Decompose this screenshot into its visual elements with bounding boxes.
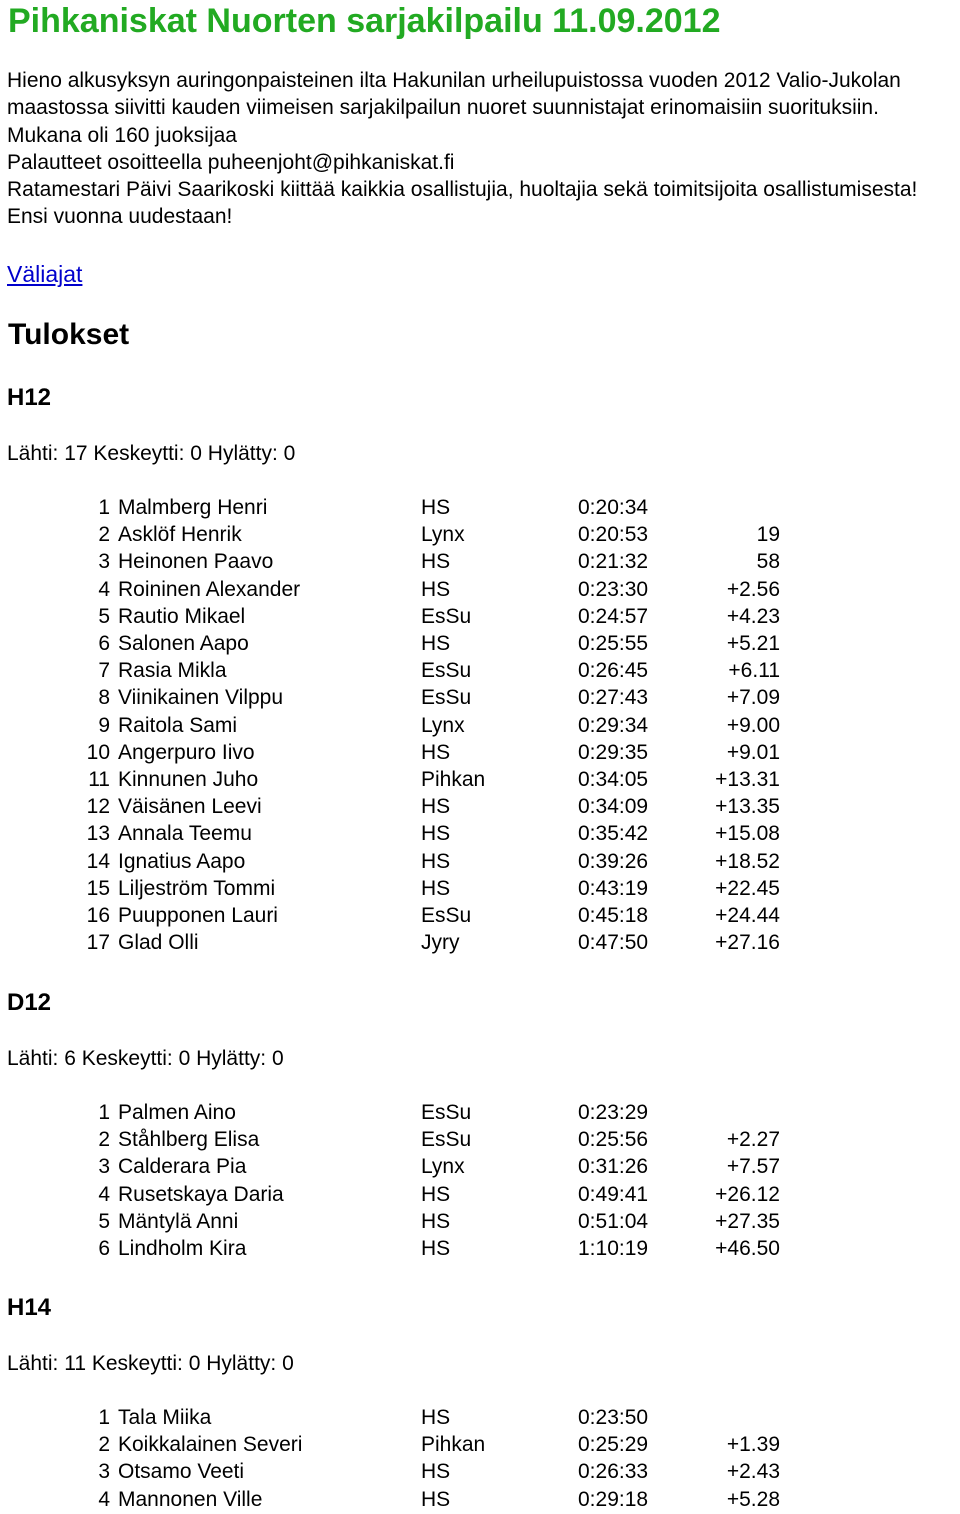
runner-club: HS — [421, 632, 451, 656]
runner-club: HS — [421, 849, 451, 873]
result-time: 0:23:29 — [578, 1101, 649, 1124]
result-position: 5 — [98, 604, 110, 628]
result-time: 0:35:42 — [578, 822, 649, 846]
runner-club: HS — [421, 1209, 451, 1233]
runner-club: HS — [421, 550, 451, 574]
result-difference: +5.21 — [726, 632, 780, 656]
table-row — [0, 603, 780, 630]
result-time: 1:10:19 — [578, 1237, 649, 1261]
table-row — [0, 1404, 780, 1431]
result-time: 0:26:45 — [578, 659, 649, 683]
runner-club: EsSu — [421, 1101, 472, 1124]
runner-name: Viinikainen Vilppu — [118, 686, 284, 710]
table-row — [0, 548, 780, 575]
table-row — [0, 902, 780, 929]
runner-name: Heinonen Paavo — [118, 550, 274, 574]
result-position: 3 — [98, 1155, 110, 1179]
table-row — [0, 1431, 780, 1458]
result-time: 0:26:33 — [578, 1460, 649, 1484]
result-difference: +4.23 — [726, 604, 780, 628]
result-time: 0:45:18 — [578, 904, 649, 928]
table-row — [0, 848, 780, 875]
runner-club: HS — [421, 1237, 451, 1261]
result-difference: 19 — [756, 523, 780, 547]
result-difference: +7.57 — [726, 1155, 780, 1179]
class-stats: Lähti: 17 Keskeytti: 0 Hylätty: 0 — [7, 442, 296, 465]
table-row — [0, 820, 780, 847]
runner-name: Otsamo Veeti — [118, 1460, 245, 1484]
table-row — [0, 657, 780, 684]
result-difference: +9.00 — [726, 713, 780, 737]
runner-name: Rasia Mikla — [118, 659, 227, 683]
table-row — [0, 684, 780, 711]
intro-line: Hieno alkusyksyn auringonpaisteinen ilta Hakunilan urheilupuistossa vuoden 2012 Valio-Jukolan — [7, 69, 901, 92]
result-position: 13 — [86, 822, 110, 846]
table-row — [0, 630, 780, 657]
result-difference: +1.39 — [726, 1433, 780, 1457]
intro-line: Mukana oli 160 juoksijaa — [7, 123, 237, 147]
result-time: 0:51:04 — [578, 1209, 649, 1233]
result-position: 1 — [98, 1101, 110, 1124]
class-name: D12 — [7, 989, 52, 1016]
result-time: 0:23:50 — [578, 1406, 649, 1429]
table-row — [0, 1153, 780, 1180]
result-difference: +26.12 — [715, 1182, 780, 1206]
runner-club: HS — [421, 577, 451, 601]
result-time: 0:20:53 — [578, 523, 649, 547]
page-title: Pihkaniskat Nuorten sarjakilpailu 11.09.2012 — [8, 2, 721, 40]
result-position: 3 — [98, 550, 110, 574]
result-time: 0:23:30 — [578, 577, 649, 601]
runner-club: Lynx — [421, 1155, 465, 1179]
runner-club: Lynx — [421, 523, 465, 547]
result-position: 4 — [98, 1487, 110, 1511]
result-difference: +46.50 — [715, 1237, 780, 1261]
table-row — [0, 1208, 780, 1235]
result-difference: +27.35 — [715, 1209, 780, 1233]
results-heading: Tulokset — [8, 318, 130, 351]
runner-club: HS — [421, 795, 451, 819]
result-difference — [684, 494, 780, 521]
table-row — [0, 576, 780, 603]
runner-name: Salonen Aapo — [118, 632, 249, 656]
result-difference: 58 — [756, 550, 780, 574]
table-row — [0, 793, 780, 820]
class-name: H12 — [7, 384, 52, 411]
result-time: 0:29:35 — [578, 740, 649, 764]
runner-name: Ignatius Aapo — [118, 849, 246, 873]
result-difference: +24.44 — [715, 904, 780, 928]
result-time: 0:43:19 — [578, 876, 649, 900]
runner-name: Angerpuro Iivo — [118, 740, 255, 764]
result-difference: +27.16 — [715, 931, 780, 955]
result-difference: +5.28 — [726, 1487, 780, 1511]
intro-line: Ratamestari Päivi Saarikoski kiittää kaikkia osallistujia, huoltajia sekä toimitsijoita osallistumisesta! — [7, 178, 918, 202]
result-position: 1 — [98, 1406, 110, 1429]
runner-name: Lindholm Kira — [118, 1237, 247, 1261]
runner-name: Mäntylä Anni — [118, 1209, 239, 1233]
intro-line: Ensi vuonna uudestaan! — [7, 205, 233, 229]
runner-name: Puupponen Lauri — [118, 904, 278, 928]
result-difference: +2.43 — [726, 1460, 780, 1484]
runner-name: Annala Teemu — [118, 822, 252, 846]
table-row — [0, 1126, 780, 1153]
table-row — [0, 766, 780, 793]
result-difference: +13.35 — [715, 795, 780, 819]
runner-club: HS — [421, 496, 451, 519]
result-time: 0:20:34 — [578, 496, 649, 519]
result-difference: +6.11 — [728, 659, 780, 683]
result-position: 5 — [98, 1209, 110, 1233]
result-position: 2 — [98, 523, 110, 547]
runner-name: Calderara Pia — [118, 1155, 247, 1179]
runner-name: Rusetskaya Daria — [118, 1182, 284, 1206]
runner-name: Palmen Aino — [118, 1101, 236, 1124]
result-position: 8 — [98, 686, 110, 710]
result-difference — [684, 1404, 780, 1431]
table-row — [0, 521, 780, 548]
result-difference: +2.56 — [726, 577, 780, 601]
runner-name: Mannonen Ville — [118, 1487, 263, 1511]
result-position: 3 — [98, 1460, 110, 1484]
result-position: 10 — [86, 740, 110, 764]
table-row — [0, 1458, 780, 1485]
table-row — [0, 1486, 780, 1513]
result-position: 6 — [98, 1237, 110, 1261]
runner-club: Lynx — [421, 713, 465, 737]
table-row — [0, 1235, 780, 1262]
runner-name: Tala Miika — [118, 1406, 212, 1429]
result-difference: +22.45 — [715, 876, 780, 900]
results-table — [0, 1404, 780, 1513]
result-time: 0:25:29 — [578, 1433, 649, 1457]
runner-club: Pihkan — [421, 768, 486, 792]
result-position: 17 — [86, 931, 110, 955]
result-position: 6 — [98, 632, 110, 656]
result-difference: +9.01 — [726, 740, 780, 764]
runner-name: Rautio Mikael — [118, 604, 246, 628]
table-row — [0, 712, 780, 739]
runner-club: HS — [421, 822, 451, 846]
table-row — [0, 494, 780, 521]
result-position: 16 — [86, 904, 110, 928]
result-difference — [684, 1099, 780, 1126]
result-difference: +15.08 — [715, 822, 780, 846]
runner-name: Väisänen Leevi — [118, 795, 262, 819]
result-position: 14 — [86, 849, 110, 873]
results-table — [0, 1099, 780, 1262]
result-time: 0:29:18 — [578, 1487, 649, 1511]
result-time: 0:25:55 — [578, 632, 649, 656]
result-time: 0:47:50 — [578, 931, 649, 955]
result-time: 0:29:34 — [578, 713, 649, 737]
runner-name: Kinnunen Juho — [118, 768, 259, 792]
runner-club: HS — [421, 1487, 451, 1511]
runner-club: EsSu — [421, 604, 472, 628]
splits-link[interactable]: Väliajat — [7, 261, 83, 287]
results-table — [0, 494, 780, 956]
runner-club: EsSu — [421, 904, 472, 928]
runner-name: Glad Olli — [118, 931, 199, 955]
result-time: 0:24:57 — [578, 604, 649, 628]
runner-club: HS — [421, 1460, 451, 1484]
runner-club: HS — [421, 1406, 451, 1429]
table-row — [0, 1099, 780, 1126]
result-difference: +18.52 — [715, 849, 780, 873]
result-position: 12 — [86, 795, 110, 819]
table-row — [0, 875, 780, 902]
runner-name: Roininen Alexander — [118, 577, 301, 601]
runner-club: Jyry — [421, 931, 460, 955]
intro-line: maastossa siivitti kauden viimeisen sarjakilpailun nuoret suunnistajat erinomaisiin suorituksiin. — [7, 96, 879, 120]
runner-name: Asklöf Henrik — [118, 523, 242, 547]
result-time: 0:49:41 — [578, 1182, 649, 1206]
intro-text — [7, 67, 957, 231]
result-difference: +7.09 — [726, 686, 780, 710]
result-time: 0:21:32 — [578, 550, 649, 574]
runner-name: Raitola Sami — [118, 713, 238, 737]
result-position: 15 — [86, 876, 110, 900]
runner-club: EsSu — [421, 659, 472, 683]
result-time: 0:31:26 — [578, 1155, 649, 1179]
table-row — [0, 929, 780, 956]
result-time: 0:34:05 — [578, 768, 649, 792]
result-position: 4 — [98, 1182, 110, 1206]
result-time: 0:25:56 — [578, 1128, 649, 1152]
runner-name: Liljeström Tommi — [118, 876, 276, 900]
result-position: 9 — [98, 713, 110, 737]
intro-line: Palautteet osoitteella puheenjoht@pihkaniskat.fi — [7, 150, 455, 174]
result-time: 0:39:26 — [578, 849, 649, 873]
result-position: 2 — [98, 1128, 110, 1152]
result-difference: +13.31 — [715, 768, 780, 792]
result-time: 0:27:43 — [578, 686, 649, 710]
runner-club: HS — [421, 740, 451, 764]
class-stats: Lähti: 6 Keskeytti: 0 Hylätty: 0 — [7, 1047, 284, 1070]
runner-name: Koikkalainen Severi — [118, 1433, 303, 1457]
result-position: 2 — [98, 1433, 110, 1457]
runner-club: HS — [421, 1182, 451, 1206]
runner-club: EsSu — [421, 1128, 472, 1152]
class-stats: Lähti: 11 Keskeytti: 0 Hylätty: 0 — [7, 1352, 294, 1375]
class-name: H14 — [7, 1294, 52, 1321]
runner-name: Ståhlberg Elisa — [118, 1128, 260, 1152]
runner-club: HS — [421, 876, 451, 900]
result-position: 4 — [98, 577, 110, 601]
runner-club: Pihkan — [421, 1433, 486, 1457]
table-row — [0, 739, 780, 766]
result-position: 1 — [98, 496, 110, 519]
runner-name: Malmberg Henri — [118, 496, 268, 519]
result-position: 11 — [88, 768, 110, 792]
result-position: 7 — [98, 659, 110, 683]
result-difference: +2.27 — [726, 1128, 780, 1152]
runner-club: EsSu — [421, 686, 472, 710]
result-time: 0:34:09 — [578, 795, 649, 819]
table-row — [0, 1181, 780, 1208]
